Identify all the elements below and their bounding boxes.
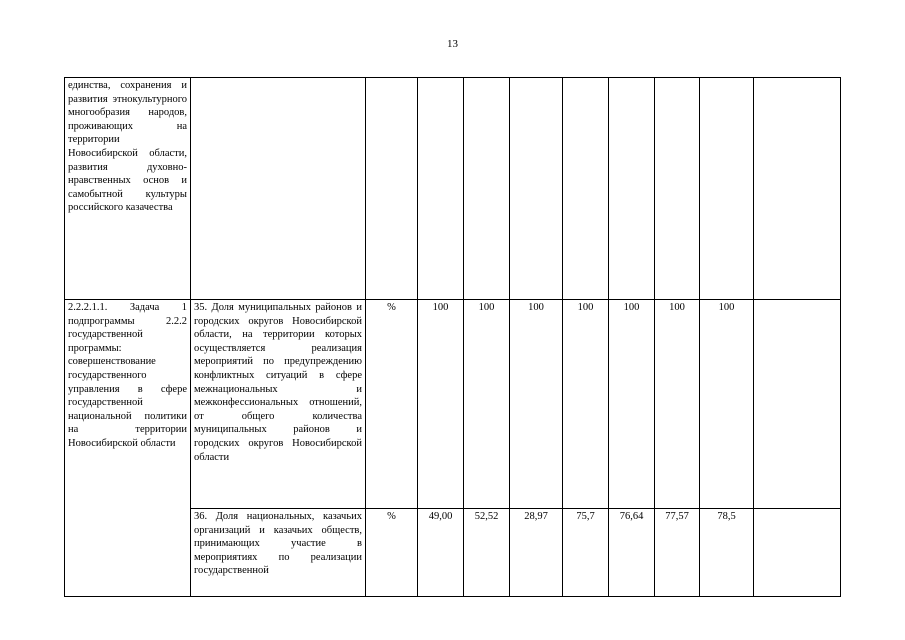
- value-cell: 75,7: [563, 509, 609, 597]
- table-row: [65, 78, 841, 300]
- page-number: 13: [447, 38, 458, 50]
- goal-cell: 2.2.2.1.1. Задача 1 подпрограммы 2.2.2 государственной программы: совершенствование государственного управления в сфере государственной национальной политики на территории Новосибирской области: [65, 300, 191, 597]
- value-cell: [655, 78, 700, 300]
- value-cell: 78,5: [700, 509, 754, 597]
- indicators-table: [64, 77, 841, 597]
- value-cell: 76,64: [609, 509, 655, 597]
- value-cell: 100: [655, 300, 700, 509]
- value-cell: 100: [510, 300, 563, 509]
- unit-cell: %: [366, 300, 418, 509]
- indicator-cell: [191, 78, 366, 300]
- empty-cell: [754, 509, 841, 597]
- value-cell: [418, 78, 464, 300]
- value-cell: 100: [700, 300, 754, 509]
- value-cell: 100: [563, 300, 609, 509]
- empty-cell: [754, 300, 841, 509]
- value-cell: [510, 78, 563, 300]
- indicator-cell: 36. Доля национальных, казачьих организаций и казачьих обществ, принимающих участие в мероприятиях по реализации государственной: [191, 509, 366, 597]
- indicator-cell: 35. Доля муниципальных районов и городских округов Новосибирской области, на территории которых осуществляется реализация мероприятий по предупреждению конфликтных ситуаций в сфере межнациональных и межконфессиональных отношений, от общего количества муниципальных районов и городских округов Новосибирской области: [191, 300, 366, 509]
- value-cell: [700, 78, 754, 300]
- value-cell: 49,00: [418, 509, 464, 597]
- value-cell: 100: [418, 300, 464, 509]
- value-cell: [609, 78, 655, 300]
- value-cell: 77,57: [655, 509, 700, 597]
- goal-cell: единства, сохранения и развития этнокультурного многообразия народов, проживающих на территории Новосибирской области, развития духовно-нравственных основ и самобытной культуры российского казачества: [65, 78, 191, 300]
- value-cell: [464, 78, 510, 300]
- value-cell: 100: [464, 300, 510, 509]
- value-cell: [563, 78, 609, 300]
- empty-cell: [754, 78, 841, 300]
- table-row: [65, 300, 841, 509]
- unit-cell: %: [366, 509, 418, 597]
- value-cell: 52,52: [464, 509, 510, 597]
- value-cell: 100: [609, 300, 655, 509]
- value-cell: 28,97: [510, 509, 563, 597]
- unit-cell: [366, 78, 418, 300]
